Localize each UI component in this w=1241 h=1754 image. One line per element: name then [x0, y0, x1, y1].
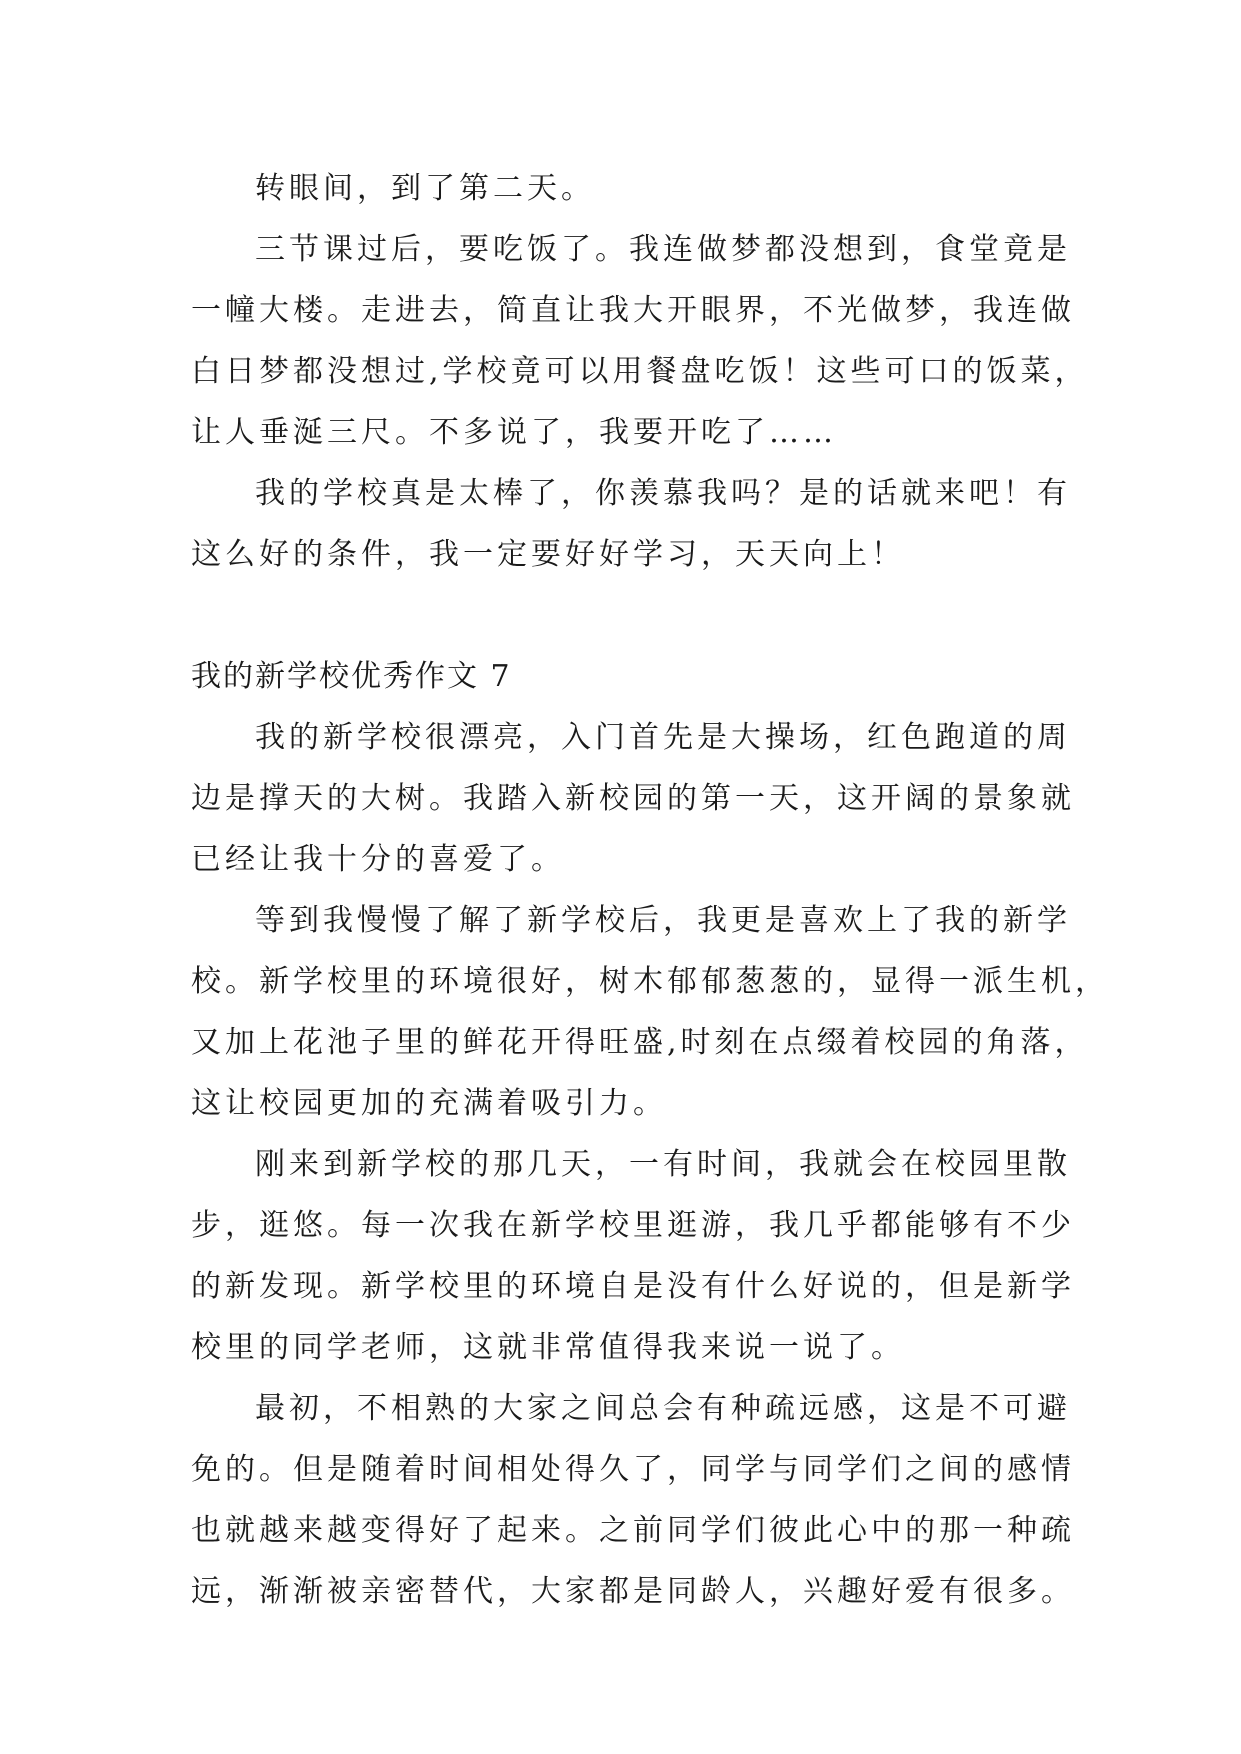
text-line: 校。新学校里的环境很好，树木郁郁葱葱的，显得一派生机， — [191, 964, 1109, 999]
paragraph — [191, 158, 1071, 219]
text-line: 刚来到新学校的那几天，一有时间，我就会在校园里散 — [255, 1147, 1071, 1182]
text-line: 校里的同学老师，这就非常值得我来说一说了。 — [191, 1330, 905, 1365]
paragraph — [191, 890, 1109, 1134]
text-line: 一幢大楼。走进去，简直让我大开眼界，不光做梦，我连做 — [191, 293, 1075, 328]
text-line: 也就越来越变得好了起来。之前同学们彼此心中的那一种疏 — [191, 1513, 1075, 1548]
text-line: 免的。但是随着时间相处得久了，同学与同学们之间的感情 — [191, 1452, 1075, 1487]
text-line: 等到我慢慢了解了新学校后，我更是喜欢上了我的新学 — [255, 903, 1071, 938]
paragraph — [191, 219, 1089, 463]
text-line: 我的新学校很漂亮，入门首先是大操场，红色跑道的周 — [255, 720, 1071, 755]
document-body — [191, 158, 1109, 1622]
text-line: 转眼间，到了第二天。 — [255, 171, 595, 206]
text-line: 白日梦都没想过,学校竟可以用餐盘吃饭！这些可口的饭菜， — [191, 354, 1089, 389]
text-line: 最初，不相熟的大家之间总会有种疏远感，这是不可避 — [255, 1391, 1071, 1426]
section-title: 我的新学校优秀作文 7 — [191, 659, 512, 694]
text-line: 这么好的条件，我一定要好好学习，天天向上！ — [191, 537, 905, 572]
text-line: 远，渐渐被亲密替代，大家都是同龄人，兴趣好爱有很多。 — [191, 1574, 1075, 1609]
text-line: 又加上花池子里的鲜花开得旺盛,时刻在点缀着校园的角落， — [191, 1025, 1089, 1060]
text-line: 已经让我十分的喜爱了。 — [191, 842, 565, 877]
paragraph — [191, 1134, 1075, 1378]
text-line: 的新发现。新学校里的环境自是没有什么好说的，但是新学 — [191, 1269, 1075, 1304]
paragraph — [191, 1378, 1075, 1622]
paragraph — [191, 707, 1075, 890]
text-line: 这让校园更加的充满着吸引力。 — [191, 1086, 667, 1121]
text-line: 让人垂涎三尺。不多说了，我要开吃了…… — [191, 415, 837, 450]
text-line: 步，逛悠。每一次我在新学校里逛游，我几乎都能够有不少 — [191, 1208, 1075, 1243]
text-line: 我的学校真是太棒了，你羡慕我吗？是的话就来吧！有 — [255, 476, 1071, 511]
paragraph — [191, 463, 1071, 585]
text-line: 三节课过后，要吃饭了。我连做梦都没想到，食堂竟是 — [255, 232, 1071, 267]
text-line: 边是撑天的大树。我踏入新校园的第一天，这开阔的景象就 — [191, 781, 1075, 816]
